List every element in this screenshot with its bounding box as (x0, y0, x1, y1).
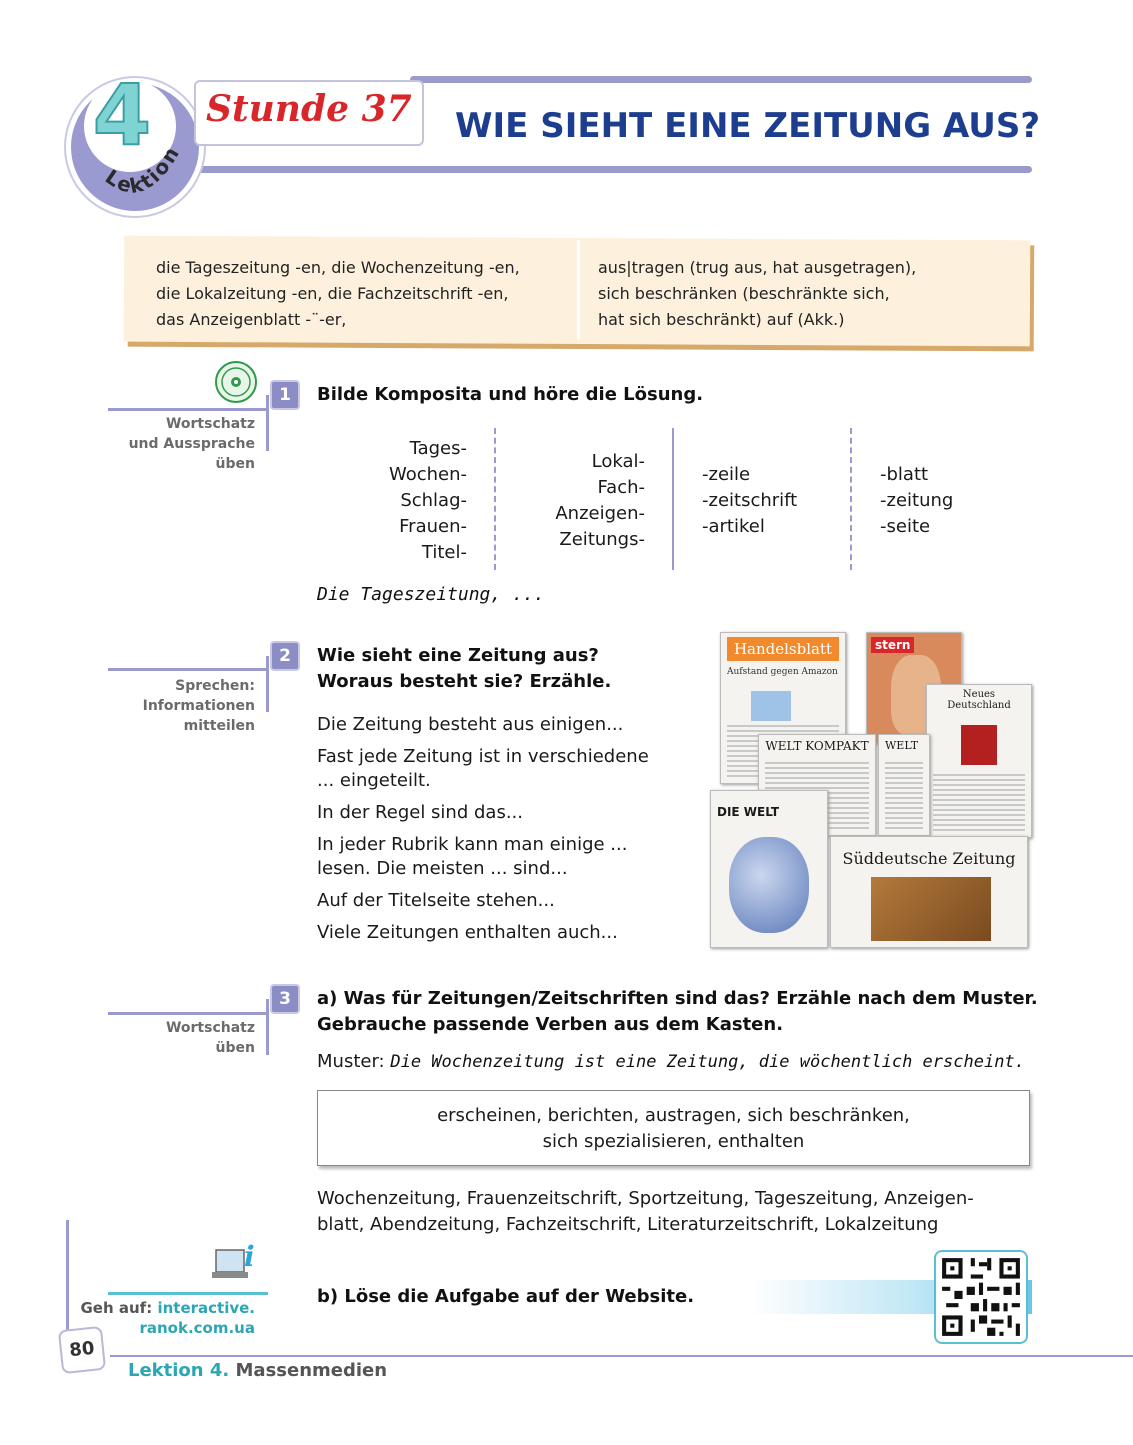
task3-number: 3 (270, 984, 300, 1014)
page-title: WIE SIEHT EINE ZEITUNG AUS? (455, 106, 1041, 146)
word-part: -zeitung (880, 490, 954, 511)
header-top-bar (410, 76, 1032, 83)
lektion-word-arc (92, 110, 202, 210)
verb-box (317, 1090, 1030, 1166)
welt-kompakt-masthead: WELT KOMPAKT (765, 739, 869, 753)
website-prefix: Geh auf: (80, 1299, 153, 1317)
task2-number: 2 (270, 641, 300, 671)
compound-col-2 (555, 449, 645, 553)
prompt-line: Fast jede Zeitung ist in verschiedene (317, 746, 649, 767)
task3-side-label (166, 1018, 255, 1058)
website-link[interactable]: interactive. (157, 1299, 255, 1317)
task1-side-label (129, 414, 255, 474)
qr-code[interactable] (934, 1250, 1028, 1344)
stern-logo: stern (871, 637, 914, 653)
chart-image (751, 691, 791, 721)
handelsblatt-masthead: Handelsblatt (727, 637, 839, 661)
muster-line (317, 1050, 1025, 1074)
task3-side-line (108, 1012, 268, 1015)
vocab-line: hat sich beschränkt) auf (Akk.) (598, 310, 845, 329)
heading-line: Woraus besteht sie? Erzähle. (317, 671, 612, 692)
newspaper-die-welt (710, 790, 828, 948)
svg-text:Lektion (101, 141, 185, 198)
word-part: -artikel (702, 516, 765, 537)
list-line: blatt, Abendzeitung, Fachzeitschrift, Literaturzeitschrift, Lokalzeitung (317, 1214, 939, 1235)
side-label-line: Sprechen: (175, 678, 255, 694)
prompt-line: Die Zeitung besteht aus einigen... (317, 714, 624, 735)
prompt (317, 713, 649, 737)
word-part: -zeile (702, 464, 751, 485)
word-part: Titel- (421, 542, 467, 563)
newspaper-neues-deutschland (926, 684, 1032, 838)
heading-line: Wie sieht eine Zeitung aus? (317, 645, 599, 666)
laptop-info-icon[interactable] (210, 1240, 260, 1288)
heading-line: a) Was für Zeitungen/Zeitschriften sind das? Erzähle nach dem Muster. (317, 988, 1038, 1009)
word-part: -blatt (880, 464, 929, 485)
muster-label: Muster: (317, 1051, 385, 1072)
col-divider-dashed (494, 428, 496, 570)
prompt-line: In jeder Rubrik kann man einige ... (317, 834, 628, 855)
side-label-line: mitteilen (183, 718, 255, 734)
task1-side-line (108, 408, 268, 411)
prompt (317, 889, 649, 913)
task2-side-line (108, 668, 268, 671)
compound-col-4 (880, 462, 953, 540)
newspaper-types-list (317, 1186, 974, 1238)
prompt-line: lesen. Die meisten ... sind... (317, 858, 568, 879)
prompt-line: Viele Zeitungen enthalten auch... (317, 922, 618, 943)
website-line (81, 1298, 256, 1318)
list-line: Wochenzeitung, Frauenzeitschrift, Sportzeitung, Tageszeitung, Anzeigen- (317, 1188, 974, 1209)
vocab-line: sich beschränken (beschränkte sich, (598, 284, 890, 303)
text-columns (933, 771, 1025, 831)
footer-lektion: Lektion 4. (128, 1360, 230, 1381)
word-part: Anzeigen- (555, 503, 645, 524)
text-columns (885, 759, 923, 829)
verb-box-line: erscheinen, berichten, austragen, sich beschränken, (437, 1105, 910, 1126)
word-part: Frauen- (399, 516, 467, 537)
word-part: Fach- (597, 477, 645, 498)
task3-heading-b: b) Löse die Aufgabe auf der Website. (317, 1286, 695, 1307)
side-label-line: üben (215, 456, 255, 472)
vocab-left (156, 255, 520, 333)
lektion-word: Lektion (100, 141, 185, 199)
nd-masthead: Neues Deutschland (947, 689, 1011, 711)
word-part: Lokal- (591, 451, 645, 472)
page-number: 80 (58, 1326, 106, 1374)
globe-photo (729, 837, 809, 933)
prompt-line: Auf der Titelseite stehen... (317, 890, 555, 911)
website-side-vline (66, 1220, 69, 1340)
verb-box-line: sich spezialisieren, enthalten (542, 1131, 805, 1152)
website-link[interactable]: ranok.com.ua (139, 1319, 255, 1337)
handelsblatt-headline: Aufstand gegen Amazon (727, 667, 838, 677)
side-label-line: Wortschatz (165, 416, 255, 432)
lektion-number: 4 (92, 66, 152, 164)
prompt (317, 745, 649, 793)
vocab-line: die Tageszeitung -en, die Wochenzeitung -en, (156, 258, 520, 277)
side-label-line: üben (215, 1040, 255, 1056)
footer-title (128, 1360, 387, 1381)
task1-heading: Bilde Komposita und höre die Lösung. (317, 384, 704, 405)
vocab-line: das Anzeigenblatt -¨-er, (156, 310, 347, 329)
footer-line (110, 1355, 1133, 1357)
prompt-line: In der Regel sind das... (317, 802, 523, 823)
compound-col-3 (702, 462, 797, 540)
task1-example: Die Tageszeitung, ... (317, 584, 545, 605)
stunde-label: Stunde 37 (206, 88, 412, 130)
prompt (317, 801, 649, 825)
col-divider-solid (672, 428, 674, 570)
website-side-line (108, 1292, 268, 1295)
prompt (317, 833, 649, 881)
task2-prompts (317, 713, 649, 945)
side-label-line: und Aussprache (128, 436, 255, 452)
task2-side-vline (266, 656, 269, 712)
word-part: Wochen- (388, 464, 467, 485)
word-part: Tages- (409, 438, 467, 459)
side-label-line: Informationen (142, 698, 255, 714)
sz-photo (871, 877, 991, 941)
task2-side-label (143, 676, 255, 736)
die-welt-masthead: DIE WELT (717, 805, 780, 819)
qr-code-pattern (938, 1254, 1024, 1340)
welt-masthead: WELT (885, 739, 919, 752)
footer-topic: Massenmedien (235, 1360, 388, 1381)
newspaper-sueddeutsche (830, 836, 1028, 948)
word-part: -seite (880, 516, 931, 537)
vocab-divider (577, 240, 580, 340)
svg-text:i: i (244, 1240, 255, 1273)
task3-side-vline (266, 999, 269, 1055)
sz-masthead: Süddeutsche Zeitung (842, 849, 1016, 868)
heading-line: Gebrauche passende Verben aus dem Kasten. (317, 1014, 784, 1035)
nd-image (961, 725, 997, 765)
vocab-line: aus|tragen (trug aus, hat ausgetragen), (598, 258, 917, 277)
muster-example: Die Wochenzeitung ist eine Zeitung, die wöchentlich erscheint. (390, 1052, 1025, 1072)
task3-heading-a (317, 986, 1038, 1038)
task1-side-vline (266, 395, 269, 451)
word-part: Zeitungs- (559, 529, 645, 550)
newspaper-welt (878, 734, 930, 836)
prompt-line: ... eingeteilt. (317, 770, 431, 791)
compound-col-1 (389, 436, 467, 566)
word-part: -zeitschrift (702, 490, 798, 511)
prompt (317, 921, 649, 945)
vocab-right (598, 255, 916, 333)
vocab-line: die Lokalzeitung -en, die Fachzeitschrift -en, (156, 284, 509, 303)
word-part: Schlag- (400, 490, 467, 511)
side-label-line: Wortschatz (165, 1020, 255, 1036)
task2-heading (317, 643, 611, 695)
cd-audio-icon[interactable] (214, 360, 258, 404)
header-bottom-bar (186, 166, 1032, 173)
col-divider-dashed (850, 428, 852, 570)
task1-number: 1 (270, 380, 300, 410)
website-label (81, 1298, 256, 1338)
